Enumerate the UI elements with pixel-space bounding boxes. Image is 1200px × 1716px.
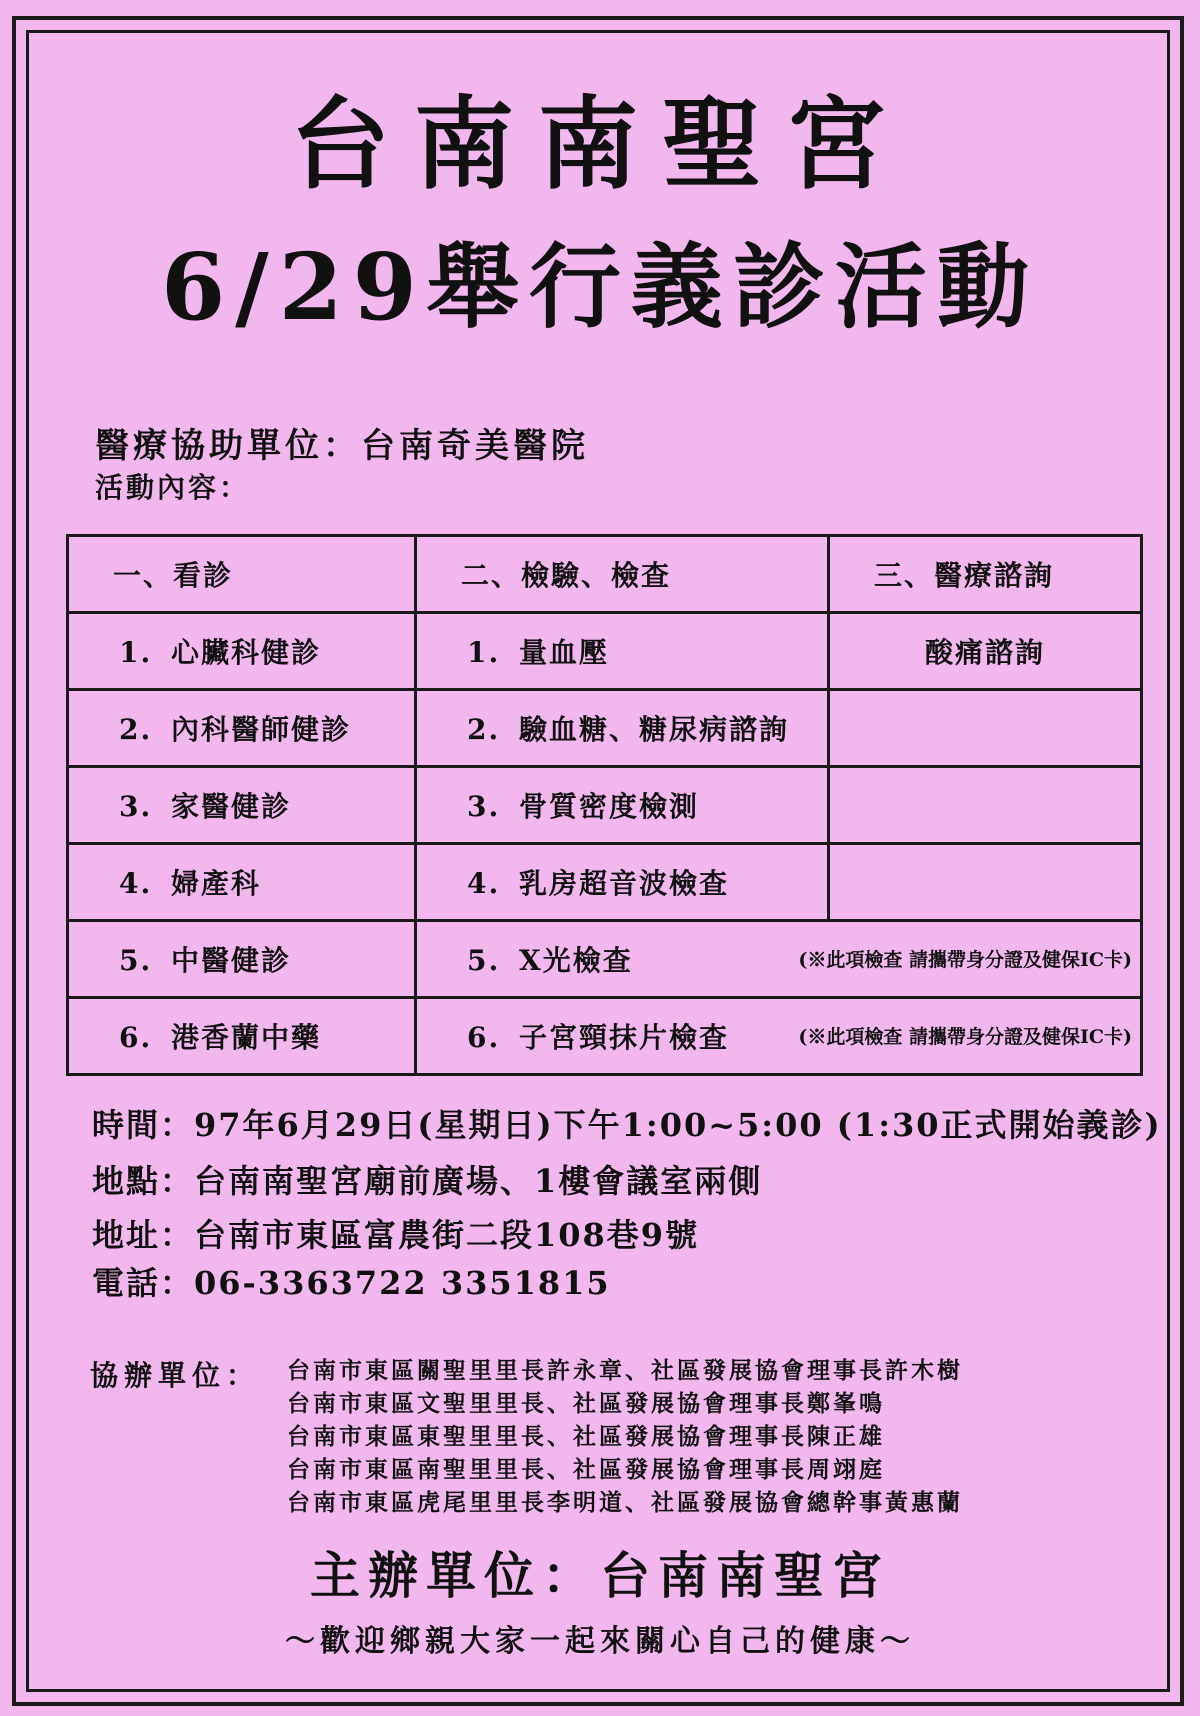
co-organizer-line: 台南市東區關聖里里長許永章、社區發展協會理事長許木樹 [287,1357,963,1384]
consultation-item: 2. 內科醫師健診 [68,690,416,767]
table-row [68,844,1142,921]
consultation-item: 6. 港香蘭中藥 [68,998,416,1075]
co-organizer-line: 台南市東區文聖里里長、社區發展協會理事長鄭峯鳴 [287,1390,885,1417]
activity-content-label: 活動內容： [95,471,251,504]
id-card-note: (※此項檢查 請攜帶身分證及健保IC卡) [798,949,1132,971]
table-row [68,998,1142,1075]
co-organizer-line: 台南市東區虎尾里里長李明道、社區發展協會總幹事黃惠蘭 [287,1489,963,1516]
poster-subtitle: 6/29舉行義診活動 [161,233,1039,341]
advice-item [829,844,1142,921]
advice-item [829,767,1142,844]
event-address: 地址：台南市東區富農街二段108巷9號 [92,1216,700,1254]
id-card-note: (※此項檢查 請攜帶身分證及健保IC卡) [798,1026,1132,1048]
welcome-message: ～歡迎鄉親大家一起來關心自己的健康～ [285,1624,915,1659]
co-organizer-line: 台南市東區東聖里里長、社區發展協會理事長陳正雄 [287,1423,885,1450]
event-time: 時間：97年6月29日(星期日)下午1:00~5:00 (1:30正式開始義診) [92,1106,1162,1144]
test-item: 1. 量血壓 [416,613,829,690]
test-item: 5. X光檢查 (※此項檢查 請攜帶身分證及健保IC卡) [416,921,1142,998]
advice-item [829,690,1142,767]
table-header-row [68,536,1142,613]
header-consultation: 一、看診 [68,536,416,613]
test-item: 6. 子宮頸抹片檢查 (※此項檢查 請攜帶身分證及健保IC卡) [416,998,1142,1075]
consultation-item: 5. 中醫健診 [68,921,416,998]
activity-table [66,534,1143,1076]
event-phone: 電話：06-3363722 3351815 [92,1264,611,1302]
medical-assist-unit: 醫療協助單位：台南奇美醫院 [95,426,589,466]
consultation-item: 1. 心臟科健診 [68,613,416,690]
event-place: 地點：台南南聖宮廟前廣場、1樓會議室兩側 [92,1162,763,1200]
consultation-item: 4. 婦產科 [68,844,416,921]
poster-title: 台南南聖宮 [290,85,910,203]
consultation-item: 3. 家醫健診 [68,767,416,844]
co-organizer-line: 台南市東區南聖里里長、社區發展協會理事長周翊庭 [287,1456,885,1483]
table-row [68,767,1142,844]
test-item: 4. 乳房超音波檢查 [416,844,829,921]
test-item: 2. 驗血糖、糖尿病諮詢 [416,690,829,767]
co-organizer-list [287,1354,963,1519]
co-organizer-label: 協辦單位： [90,1359,261,1392]
header-medical-advice: 三、醫療諮詢 [829,536,1142,613]
table-row [68,613,1142,690]
table-row [68,921,1142,998]
advice-item: 酸痛諮詢 [829,613,1142,690]
header-tests: 二、檢驗、檢查 [416,536,829,613]
main-organizer: 主辦單位：台南南聖宮 [310,1546,890,1605]
test-item: 3. 骨質密度檢測 [416,767,829,844]
table-row [68,690,1142,767]
